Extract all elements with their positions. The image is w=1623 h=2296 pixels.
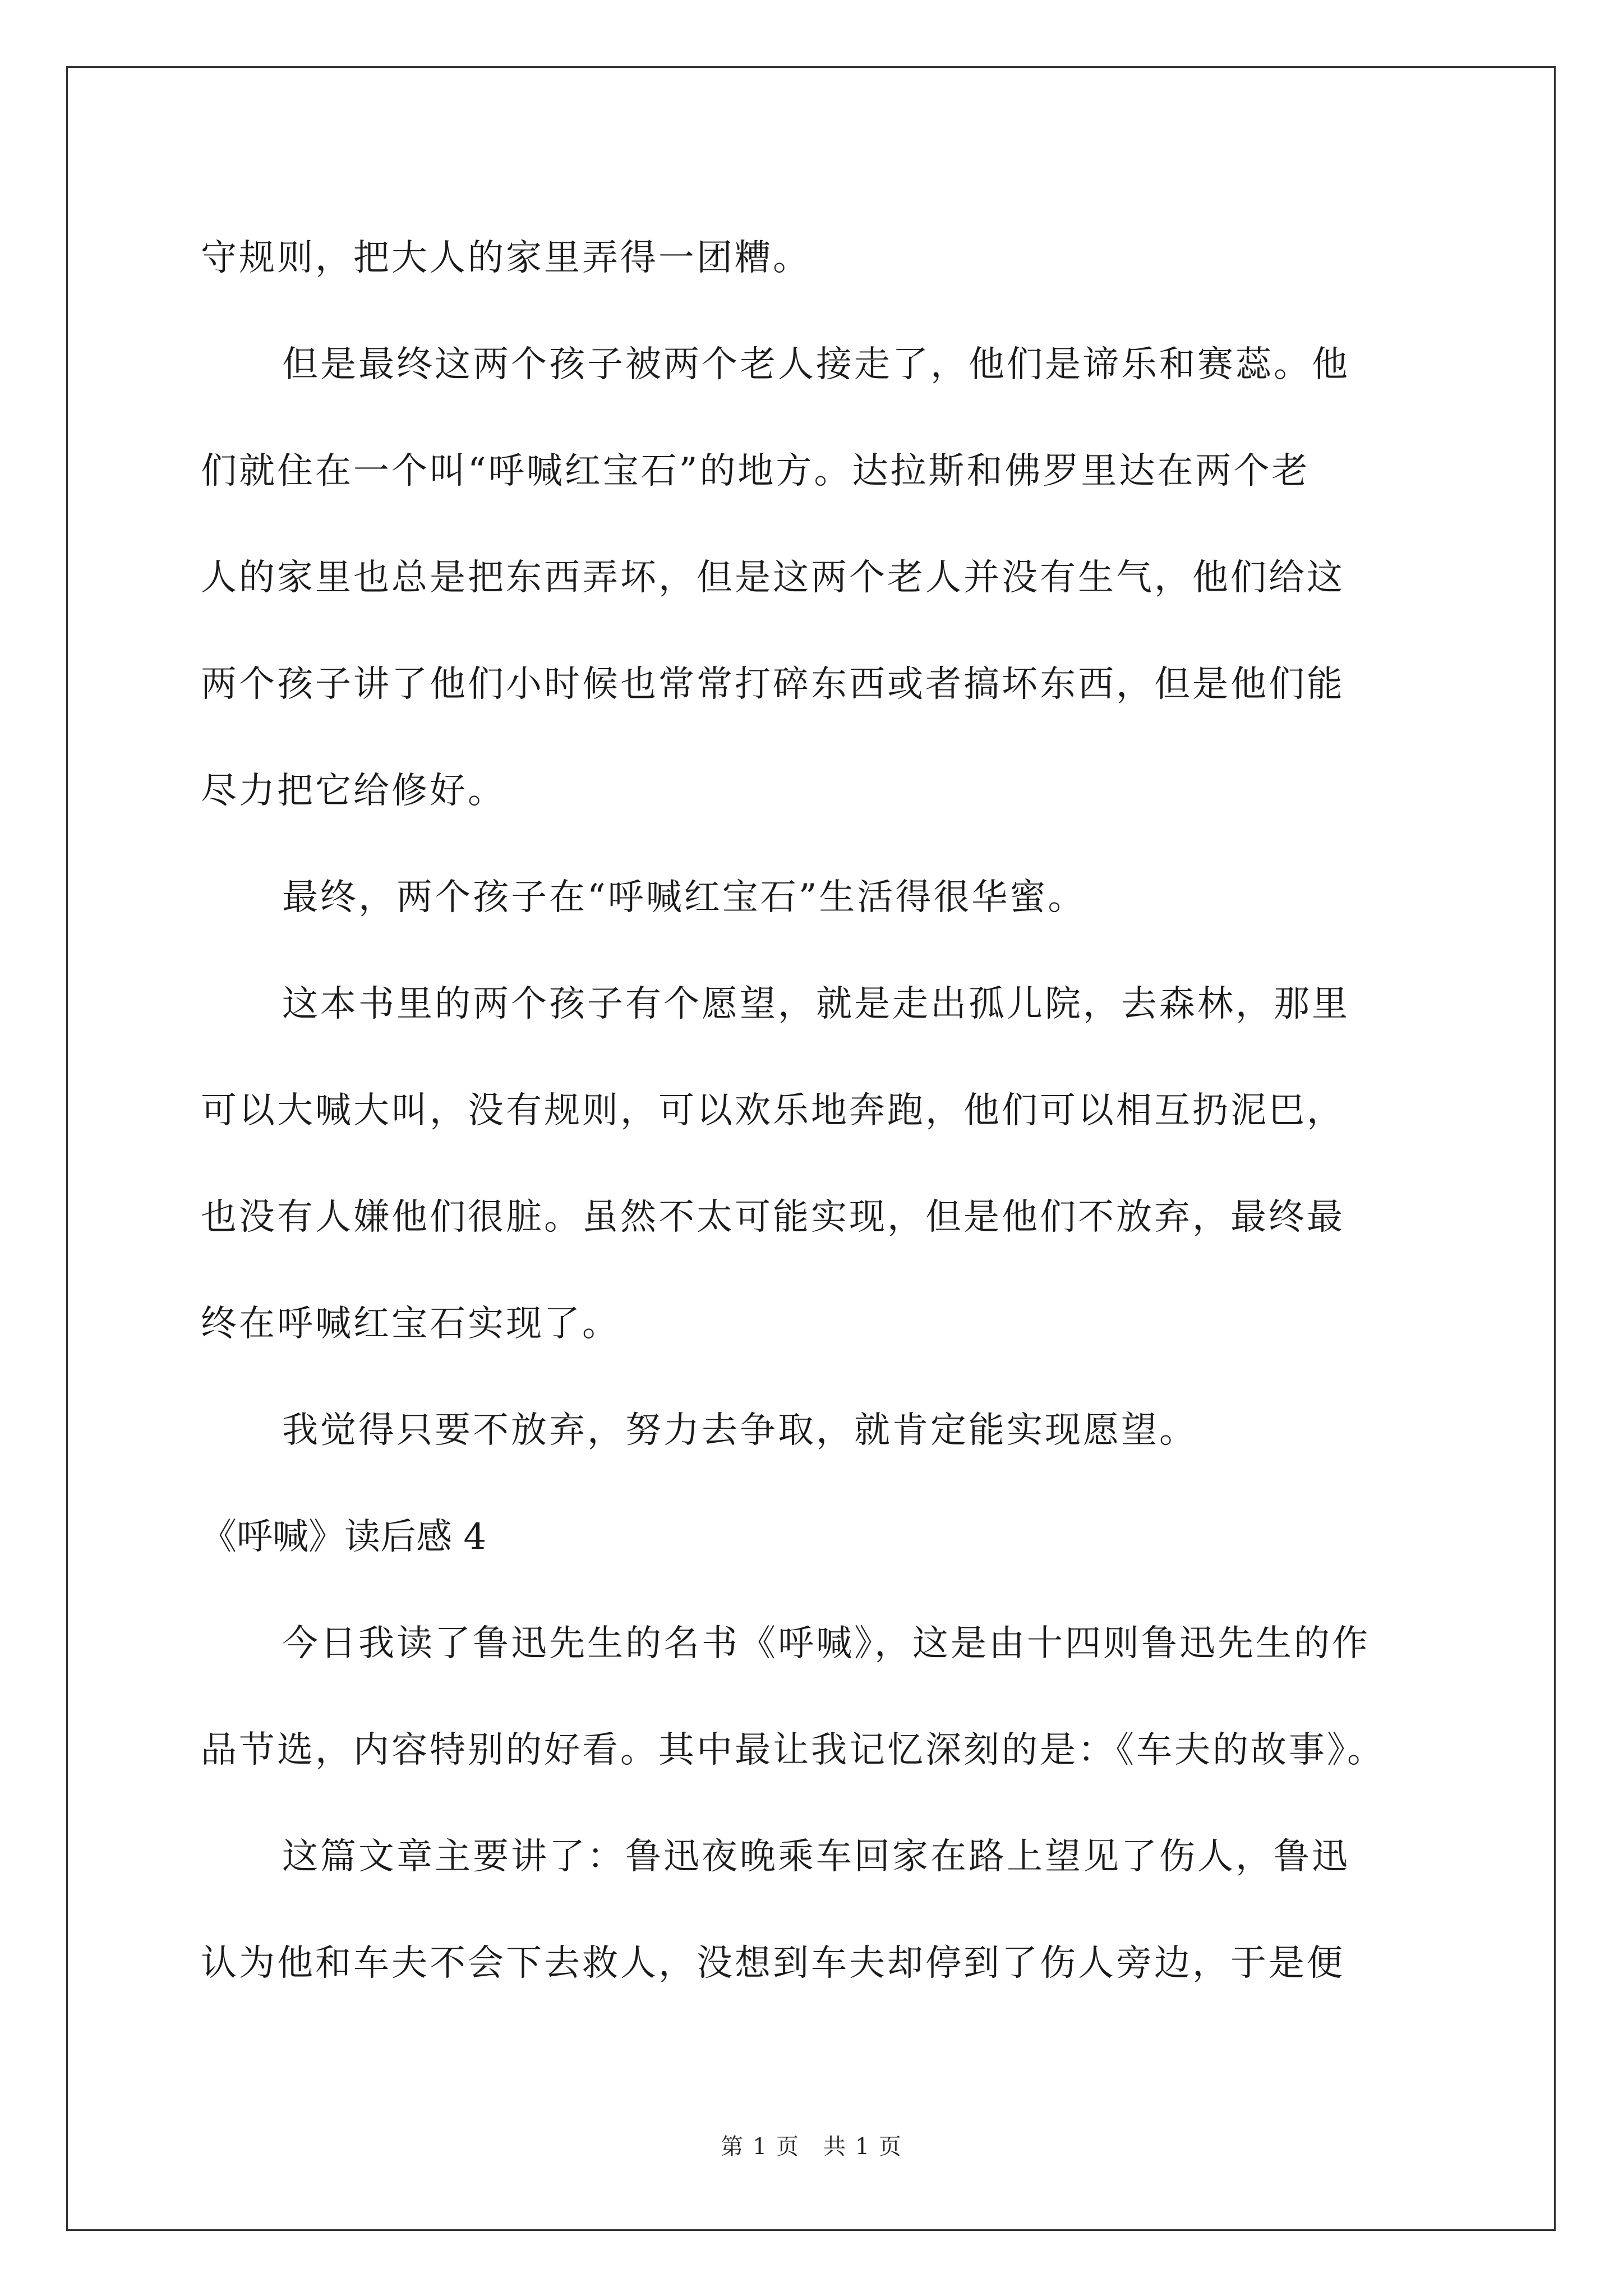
text-line-4: 人的家里也总是把东西弄坏，但是这两个老人并没有生气，他们给这 bbox=[201, 557, 1345, 599]
text-line-1: 守规则，把大人的家里弄得一团糟。 bbox=[201, 237, 811, 279]
text-line-14: 今日我读了鲁迅先生的名书《呼喊》，这是由十四则鲁迅先生的作 bbox=[282, 1623, 1370, 1664]
text-line-7: 最终，两个孩子在“呼喊红宝石”生活得很华蜜。 bbox=[282, 877, 1086, 918]
text-line-9: 可以大喊大叫，没有规则，可以欢乐地奔跑，他们可以相互扔泥巴， bbox=[201, 1090, 1345, 1131]
text-line-12: 我觉得只要不放弃，努力去争取，就肯定能实现愿望。 bbox=[282, 1410, 1197, 1451]
text-line-16: 这篇文章主要讲了：鲁迅夜晚乘车回家在路上望见了伤人，鲁迅 bbox=[282, 1836, 1350, 1878]
text-line-11: 终在呼喊红宝石实现了。 bbox=[201, 1303, 620, 1345]
text-line-8: 这本书里的两个孩子有个愿望，就是走出孤儿院，去森林，那里 bbox=[282, 983, 1350, 1025]
text-line-6: 尽力把它给修好。 bbox=[201, 770, 506, 812]
text-line-2: 但是最终这两个孩子被两个老人接走了，他们是谛乐和赛蕊。他 bbox=[282, 344, 1350, 385]
document-body bbox=[201, 205, 1429, 2017]
text-line-10: 也没有人嫌他们很脏。虽然不太可能实现，但是他们不放弃，最终最 bbox=[201, 1197, 1345, 1238]
section-heading: 《呼喊》读后感 4 bbox=[201, 1516, 487, 1558]
text-line-3: 们就住在一个叫“呼喊红宝石”的地方。达拉斯和佛罗里达在两个老 bbox=[201, 450, 1310, 492]
text-line-17: 认为他和车夫不会下去救人，没想到车夫却停到了伤人旁边，于是便 bbox=[201, 1943, 1345, 1984]
page-number-footer: 第 1 页 共 1 页 bbox=[721, 2134, 902, 2160]
text-line-5: 两个孩子讲了他们小时候也常常打碎东西或者搞坏东西，但是他们能 bbox=[201, 664, 1345, 705]
text-line-15: 品节选，内容特别的好看。其中最让我记忆深刻的是：《车夫的故事》。 bbox=[201, 1729, 1385, 1771]
